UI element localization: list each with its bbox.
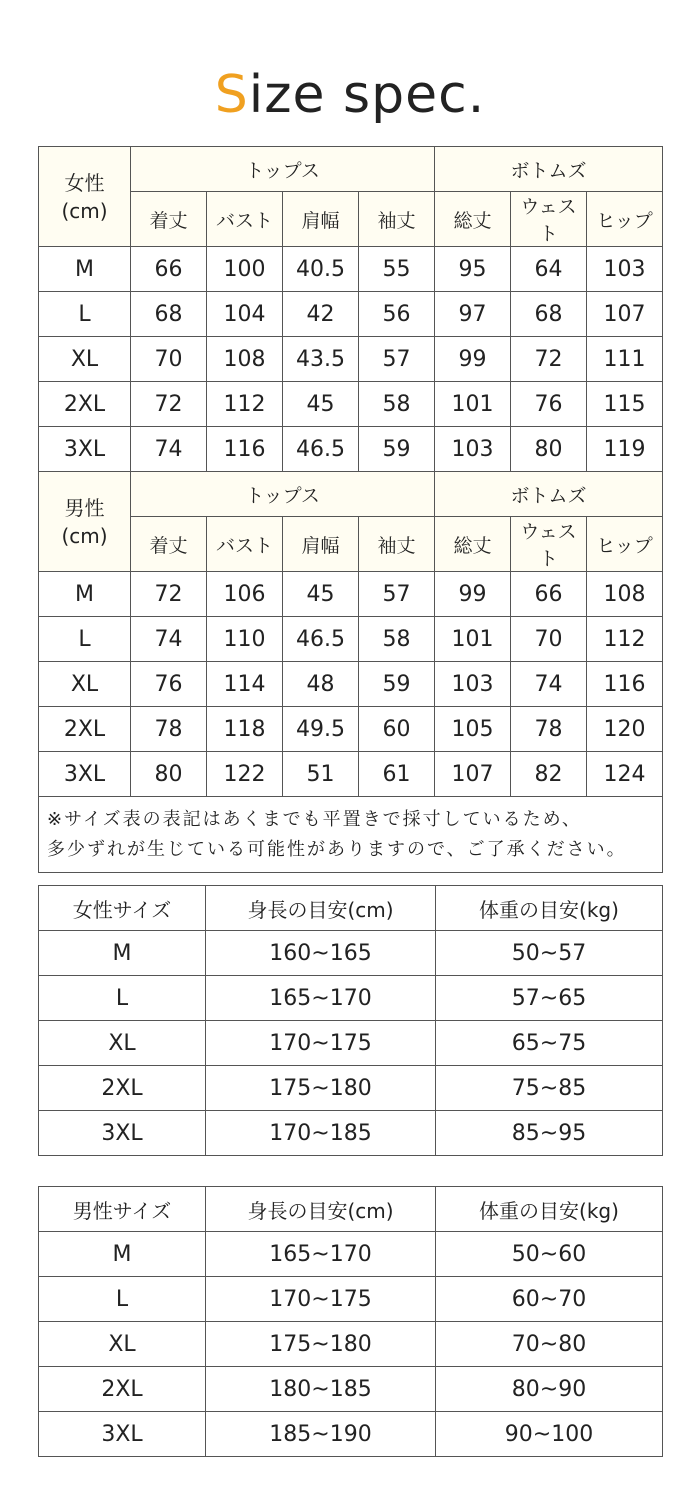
size-label-cell: 2XL bbox=[39, 1367, 206, 1412]
range-cell: 70~80 bbox=[436, 1322, 663, 1367]
range-cell: 185~190 bbox=[206, 1412, 436, 1457]
size-label-cell: M bbox=[39, 247, 131, 292]
title-rest: ize spec. bbox=[248, 65, 486, 125]
measurement-cell: 107 bbox=[587, 292, 663, 337]
range-cell: 170~175 bbox=[206, 1021, 436, 1066]
table-row bbox=[39, 976, 663, 1021]
measurement-cell: 107 bbox=[435, 752, 511, 797]
measurement-cell: 59 bbox=[359, 427, 435, 472]
page-title bbox=[0, 60, 700, 130]
table-row bbox=[39, 1021, 663, 1066]
measurement-cell: 74 bbox=[511, 662, 587, 707]
column-header: 体重の目安(kg) bbox=[436, 1187, 663, 1232]
column-header: 肩幅 bbox=[283, 517, 359, 572]
measurement-cell: 64 bbox=[511, 247, 587, 292]
size-label-cell: L bbox=[39, 976, 206, 1021]
measurement-cell: 118 bbox=[207, 707, 283, 752]
measurement-cell: 46.5 bbox=[283, 427, 359, 472]
size-label-cell: XL bbox=[39, 1021, 206, 1066]
range-cell: 60~70 bbox=[436, 1277, 663, 1322]
measurement-cell: 124 bbox=[587, 752, 663, 797]
size-label-cell: 3XL bbox=[39, 1412, 206, 1457]
measurement-cell: 119 bbox=[587, 427, 663, 472]
range-cell: 170~175 bbox=[206, 1277, 436, 1322]
column-header: ウェスト bbox=[511, 192, 587, 247]
note-row bbox=[39, 797, 663, 873]
measurement-cell: 48 bbox=[283, 662, 359, 707]
measurement-cell: 114 bbox=[207, 662, 283, 707]
measurement-cell: 116 bbox=[587, 662, 663, 707]
column-header: 袖丈 bbox=[359, 192, 435, 247]
range-cell: 165~170 bbox=[206, 976, 436, 1021]
range-cell: 165~170 bbox=[206, 1232, 436, 1277]
column-header: 男性サイズ bbox=[39, 1187, 206, 1232]
women-unit: (cm) bbox=[61, 198, 108, 223]
size-label-cell: L bbox=[39, 292, 131, 337]
table-row bbox=[39, 1367, 663, 1412]
bottoms-group-header: ボトムズ bbox=[435, 147, 663, 192]
men-label: 男性 bbox=[64, 495, 105, 520]
measurement-cell: 56 bbox=[359, 292, 435, 337]
column-header: 身長の目安(cm) bbox=[206, 1187, 436, 1232]
table-row bbox=[39, 1412, 663, 1457]
size-label-cell: 2XL bbox=[39, 707, 131, 752]
range-cell: 180~185 bbox=[206, 1367, 436, 1412]
measurement-cell: 112 bbox=[207, 382, 283, 427]
range-cell: 80~90 bbox=[436, 1367, 663, 1412]
header-row bbox=[39, 1187, 663, 1232]
size-label-cell: M bbox=[39, 572, 131, 617]
size-label-cell: XL bbox=[39, 1322, 206, 1367]
measurement-cell: 112 bbox=[587, 617, 663, 662]
women-header-row bbox=[39, 147, 663, 192]
measurement-cell: 72 bbox=[131, 382, 207, 427]
measurement-cell: 97 bbox=[435, 292, 511, 337]
measurement-note bbox=[39, 797, 663, 873]
measurement-cell: 99 bbox=[435, 337, 511, 382]
range-cell: 50~57 bbox=[436, 931, 663, 976]
measurement-cell: 78 bbox=[131, 707, 207, 752]
size-label-cell: L bbox=[39, 1277, 206, 1322]
table-row bbox=[39, 1232, 663, 1277]
column-header: 袖丈 bbox=[359, 517, 435, 572]
table-row bbox=[39, 1322, 663, 1367]
header-row bbox=[39, 886, 663, 931]
measurement-cell: 45 bbox=[283, 572, 359, 617]
men-label-cell bbox=[39, 472, 131, 572]
measurement-cell: 76 bbox=[131, 662, 207, 707]
column-header: 着丈 bbox=[131, 192, 207, 247]
measurement-cell: 80 bbox=[511, 427, 587, 472]
range-cell: 75~85 bbox=[436, 1066, 663, 1111]
table-row bbox=[39, 752, 663, 797]
measurement-cell: 43.5 bbox=[283, 337, 359, 382]
measurement-cell: 103 bbox=[587, 247, 663, 292]
measurement-cell: 74 bbox=[131, 427, 207, 472]
table-row bbox=[39, 931, 663, 976]
size-label-cell: 3XL bbox=[39, 427, 131, 472]
size-label-cell: 3XL bbox=[39, 752, 131, 797]
women-label-cell bbox=[39, 147, 131, 247]
column-header: 総丈 bbox=[435, 517, 511, 572]
measurement-cell: 76 bbox=[511, 382, 587, 427]
table-row bbox=[39, 617, 663, 662]
table-row bbox=[39, 292, 663, 337]
note-line: 多少ずれが生じている可能性がありますので、ご了承ください。 bbox=[47, 839, 627, 860]
measurement-cell: 70 bbox=[511, 617, 587, 662]
measurement-cell: 108 bbox=[207, 337, 283, 382]
measurement-cell: 78 bbox=[511, 707, 587, 752]
size-label-cell: M bbox=[39, 931, 206, 976]
table-row bbox=[39, 427, 663, 472]
size-label-cell: M bbox=[39, 1232, 206, 1277]
measurement-cell: 72 bbox=[131, 572, 207, 617]
women-column-header-row bbox=[39, 192, 663, 247]
range-cell: 85~95 bbox=[436, 1111, 663, 1156]
range-cell: 160~165 bbox=[206, 931, 436, 976]
measurement-cell: 51 bbox=[283, 752, 359, 797]
table-row bbox=[39, 572, 663, 617]
table-row bbox=[39, 337, 663, 382]
measurement-cell: 120 bbox=[587, 707, 663, 752]
column-header: 着丈 bbox=[131, 517, 207, 572]
range-cell: 175~180 bbox=[206, 1066, 436, 1111]
table-row bbox=[39, 1066, 663, 1111]
men-header-row bbox=[39, 472, 663, 517]
column-header: バスト bbox=[207, 192, 283, 247]
table-row bbox=[39, 1277, 663, 1322]
range-cell: 90~100 bbox=[436, 1412, 663, 1457]
measurement-cell: 122 bbox=[207, 752, 283, 797]
bottoms-group-header: ボトムズ bbox=[435, 472, 663, 517]
column-header: バスト bbox=[207, 517, 283, 572]
measurement-cell: 46.5 bbox=[283, 617, 359, 662]
range-cell: 175~180 bbox=[206, 1322, 436, 1367]
measurement-cell: 70 bbox=[131, 337, 207, 382]
measurement-cell: 72 bbox=[511, 337, 587, 382]
measurement-cell: 103 bbox=[435, 427, 511, 472]
measurement-cell: 42 bbox=[283, 292, 359, 337]
measurement-cell: 104 bbox=[207, 292, 283, 337]
women-size-guide-table bbox=[38, 885, 663, 1156]
size-label-cell: XL bbox=[39, 662, 131, 707]
table-row bbox=[39, 707, 663, 752]
size-label-cell: XL bbox=[39, 337, 131, 382]
measurement-cell: 61 bbox=[359, 752, 435, 797]
measurement-cell: 55 bbox=[359, 247, 435, 292]
measurement-cell: 101 bbox=[435, 617, 511, 662]
measurement-cell: 111 bbox=[587, 337, 663, 382]
size-label-cell: 2XL bbox=[39, 382, 131, 427]
size-spec-table bbox=[38, 146, 663, 873]
measurement-cell: 45 bbox=[283, 382, 359, 427]
column-header: ヒップ bbox=[587, 192, 663, 247]
table-row bbox=[39, 382, 663, 427]
measurement-cell: 57 bbox=[359, 572, 435, 617]
tops-group-header: トップス bbox=[131, 147, 435, 192]
measurement-cell: 116 bbox=[207, 427, 283, 472]
measurement-cell: 108 bbox=[587, 572, 663, 617]
men-unit: (cm) bbox=[61, 523, 108, 548]
column-header: 総丈 bbox=[435, 192, 511, 247]
measurement-cell: 68 bbox=[131, 292, 207, 337]
column-header: 体重の目安(kg) bbox=[436, 886, 663, 931]
measurement-cell: 58 bbox=[359, 617, 435, 662]
men-column-header-row bbox=[39, 517, 663, 572]
measurement-cell: 58 bbox=[359, 382, 435, 427]
measurement-cell: 60 bbox=[359, 707, 435, 752]
measurement-cell: 105 bbox=[435, 707, 511, 752]
measurement-cell: 106 bbox=[207, 572, 283, 617]
measurement-cell: 57 bbox=[359, 337, 435, 382]
range-cell: 170~185 bbox=[206, 1111, 436, 1156]
measurement-cell: 110 bbox=[207, 617, 283, 662]
range-cell: 65~75 bbox=[436, 1021, 663, 1066]
measurement-cell: 66 bbox=[511, 572, 587, 617]
measurement-cell: 59 bbox=[359, 662, 435, 707]
size-label-cell: 2XL bbox=[39, 1066, 206, 1111]
measurement-cell: 115 bbox=[587, 382, 663, 427]
table-row bbox=[39, 662, 663, 707]
range-cell: 57~65 bbox=[436, 976, 663, 1021]
measurement-cell: 99 bbox=[435, 572, 511, 617]
column-header: 肩幅 bbox=[283, 192, 359, 247]
note-line: ※サイズ表の表記はあくまでも平置きで採寸しているため、 bbox=[47, 809, 582, 830]
measurement-cell: 66 bbox=[131, 247, 207, 292]
column-header: 女性サイズ bbox=[39, 886, 206, 931]
size-label-cell: 3XL bbox=[39, 1111, 206, 1156]
title-accent-letter: S bbox=[214, 65, 249, 125]
measurement-cell: 101 bbox=[435, 382, 511, 427]
measurement-cell: 74 bbox=[131, 617, 207, 662]
measurement-cell: 40.5 bbox=[283, 247, 359, 292]
table-row bbox=[39, 1111, 663, 1156]
tops-group-header: トップス bbox=[131, 472, 435, 517]
measurement-cell: 80 bbox=[131, 752, 207, 797]
measurement-cell: 82 bbox=[511, 752, 587, 797]
measurement-cell: 95 bbox=[435, 247, 511, 292]
column-header: ウェスト bbox=[511, 517, 587, 572]
column-header: ヒップ bbox=[587, 517, 663, 572]
size-label-cell: L bbox=[39, 617, 131, 662]
column-header: 身長の目安(cm) bbox=[206, 886, 436, 931]
measurement-cell: 103 bbox=[435, 662, 511, 707]
table-row bbox=[39, 247, 663, 292]
women-label: 女性 bbox=[64, 170, 105, 195]
men-size-guide-table bbox=[38, 1186, 663, 1457]
measurement-cell: 49.5 bbox=[283, 707, 359, 752]
range-cell: 50~60 bbox=[436, 1232, 663, 1277]
measurement-cell: 100 bbox=[207, 247, 283, 292]
measurement-cell: 68 bbox=[511, 292, 587, 337]
